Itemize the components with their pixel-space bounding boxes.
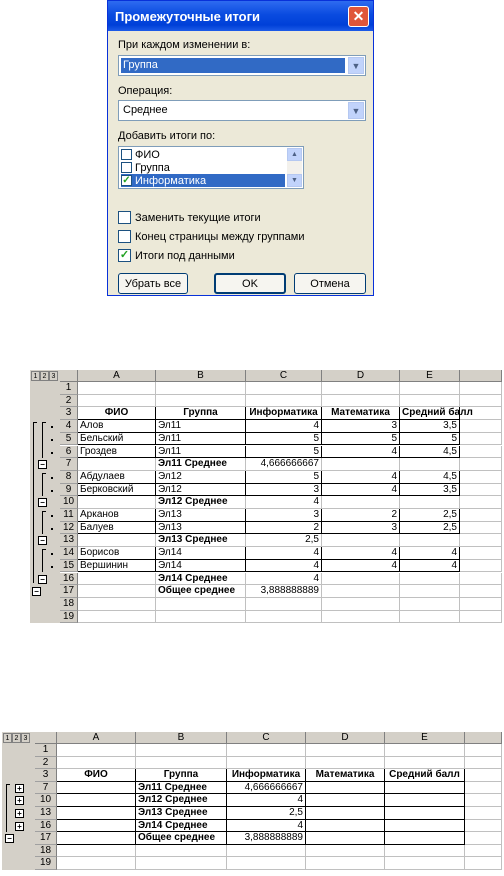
table-cell[interactable]: Информатика — [246, 407, 322, 420]
outline-bracket-line — [6, 784, 7, 832]
table-cell[interactable]: Гроздев — [78, 446, 156, 459]
change-label: При каждом изменении в: — [118, 39, 251, 51]
outline-dot — [51, 553, 53, 555]
table-cell[interactable]: 5 — [246, 471, 322, 484]
table-cell[interactable] — [57, 757, 136, 770]
table-cell[interactable]: ФИО — [78, 407, 156, 420]
chevron-down-icon[interactable]: ▼ — [348, 57, 364, 74]
row-header[interactable]: 10 — [60, 496, 78, 509]
row-header[interactable]: 3 — [60, 407, 78, 420]
column-header-e[interactable]: E — [400, 370, 460, 382]
operation-label: Операция: — [118, 85, 173, 97]
table-cell[interactable] — [322, 496, 400, 509]
table-cell[interactable]: 2,5 — [400, 509, 460, 522]
row-header[interactable]: 5 — [60, 433, 78, 446]
outline-bracket-line — [33, 422, 34, 583]
table-cell[interactable] — [57, 857, 136, 870]
table-cell[interactable] — [322, 598, 400, 611]
spreadsheet-collapsed — [2, 732, 502, 876]
row-header[interactable]: 9 — [60, 484, 78, 497]
table-cell[interactable]: 5 — [322, 433, 400, 446]
collapse-group-button[interactable]: − — [38, 460, 47, 469]
table-cell[interactable]: Средний балл — [385, 769, 465, 782]
table-cell[interactable]: Эл14 — [156, 560, 246, 573]
table-cell[interactable] — [136, 845, 227, 858]
table-cell[interactable]: 4,666666667 — [227, 782, 306, 795]
table-cell[interactable] — [460, 534, 502, 547]
table-cell[interactable] — [465, 744, 502, 757]
expand-group-button[interactable]: + — [15, 809, 24, 818]
table-cell[interactable]: Математика — [306, 769, 385, 782]
table-cell[interactable]: 5 — [400, 433, 460, 446]
table-cell[interactable]: 4 — [246, 573, 322, 586]
table-cell[interactable]: Эл13 — [156, 522, 246, 535]
table-cell[interactable]: 2 — [246, 522, 322, 535]
table-cell[interactable]: Математика — [322, 407, 400, 420]
listbox-scrollbar[interactable] — [287, 148, 302, 187]
table-cell[interactable] — [78, 458, 156, 471]
outline-dot — [51, 439, 53, 441]
table-cell[interactable] — [460, 382, 502, 395]
table-cell[interactable]: 2 — [322, 509, 400, 522]
row-header[interactable]: 14 — [60, 547, 78, 560]
operation-select-value: Среднее — [123, 104, 168, 116]
row-header[interactable]: 17 — [60, 585, 78, 598]
spreadsheet-expanded — [30, 370, 502, 630]
table-cell[interactable] — [306, 782, 385, 795]
select-all-corner[interactable] — [35, 732, 57, 744]
outline-bracket-line — [42, 473, 46, 474]
table-cell[interactable]: 4 — [246, 547, 322, 560]
table-cell[interactable] — [460, 395, 502, 408]
table-cell[interactable] — [400, 496, 460, 509]
outline-bracket-line — [42, 549, 43, 572]
row-header[interactable]: 4 — [60, 420, 78, 433]
outline-bracket-line — [42, 549, 46, 550]
row-header[interactable]: 16 — [35, 820, 57, 833]
table-cell[interactable] — [227, 857, 306, 870]
table-cell[interactable]: 4 — [322, 446, 400, 459]
table-cell[interactable]: 4,666666667 — [246, 458, 322, 471]
table-cell[interactable]: Общее среднее — [156, 585, 246, 598]
table-cell[interactable] — [57, 782, 136, 795]
outline-bracket-line — [6, 784, 10, 785]
table-cell[interactable]: 4 — [227, 794, 306, 807]
row-header[interactable]: 7 — [60, 458, 78, 471]
table-cell[interactable]: ФИО — [57, 769, 136, 782]
table-cell[interactable] — [57, 794, 136, 807]
table-cell[interactable] — [460, 598, 502, 611]
select-all-corner[interactable] — [60, 370, 78, 382]
table-cell[interactable]: 2,5 — [400, 522, 460, 535]
table-cell[interactable]: Бельский — [78, 433, 156, 446]
table-cell[interactable]: 5 — [246, 446, 322, 459]
table-cell[interactable] — [400, 534, 460, 547]
chevron-down-icon[interactable]: ▼ — [348, 102, 364, 119]
collapse-all-button[interactable]: − — [32, 587, 41, 596]
table-cell[interactable]: 4 — [227, 820, 306, 833]
change-select[interactable] — [118, 55, 366, 76]
table-cell[interactable] — [460, 458, 502, 471]
column-header-d[interactable]: D — [322, 370, 400, 382]
table-cell[interactable] — [460, 484, 502, 497]
table-cell[interactable] — [136, 744, 227, 757]
table-cell[interactable] — [400, 382, 460, 395]
table-cell[interactable]: Группа — [156, 407, 246, 420]
table-cell[interactable] — [385, 845, 465, 858]
row-header[interactable]: 11 — [60, 509, 78, 522]
table-cell[interactable] — [400, 395, 460, 408]
checkbox-unchecked-icon[interactable] — [121, 162, 132, 173]
table-cell[interactable] — [306, 820, 385, 833]
table-cell[interactable] — [246, 611, 322, 624]
table-cell[interactable] — [385, 794, 465, 807]
table-cell[interactable] — [78, 395, 156, 408]
replace-totals-option[interactable]: Заменить текущие итоги — [118, 211, 261, 224]
table-cell[interactable]: Берковский — [78, 484, 156, 497]
table-cell[interactable] — [385, 807, 465, 820]
checkbox-unchecked-icon[interactable] — [121, 149, 132, 160]
table-cell[interactable] — [57, 807, 136, 820]
table-cell[interactable]: Общее среднее — [136, 832, 227, 845]
expand-group-button[interactable]: + — [15, 796, 24, 805]
table-cell[interactable]: Эл12 Среднее — [136, 794, 227, 807]
table-cell[interactable] — [400, 598, 460, 611]
table-cell[interactable]: 2,5 — [246, 534, 322, 547]
outline-bracket-line — [42, 422, 43, 458]
table-cell[interactable] — [460, 573, 502, 586]
table-cell[interactable] — [400, 611, 460, 624]
table-cell[interactable] — [306, 807, 385, 820]
row-header[interactable]: 8 — [60, 471, 78, 484]
table-cell[interactable]: 3,888888889 — [246, 585, 322, 598]
table-cell[interactable]: 4,5 — [400, 471, 460, 484]
cancel-button[interactable]: Отмена — [294, 273, 366, 294]
table-cell[interactable] — [465, 782, 502, 795]
table-cell[interactable]: Эл12 Среднее — [156, 496, 246, 509]
column-header-a[interactable]: A — [78, 370, 156, 382]
table-cell[interactable] — [57, 845, 136, 858]
row-header[interactable]: 2 — [60, 395, 78, 408]
table-cell[interactable] — [322, 382, 400, 395]
outline-dot — [51, 477, 53, 479]
column-header-c[interactable]: C — [246, 370, 322, 382]
fields-listbox[interactable] — [118, 146, 304, 189]
table-cell[interactable]: 4 — [400, 560, 460, 573]
table-cell[interactable]: 4 — [322, 471, 400, 484]
ok-button[interactable]: OK — [214, 273, 286, 294]
row-header[interactable]: 10 — [35, 794, 57, 807]
table-cell[interactable] — [322, 534, 400, 547]
table-cell[interactable]: Балуев — [78, 522, 156, 535]
column-header-b[interactable]: B — [136, 732, 227, 744]
table-cell[interactable] — [78, 534, 156, 547]
change-select-value: Группа — [121, 58, 345, 73]
table-cell[interactable]: 4 — [246, 560, 322, 573]
row-header[interactable]: 1 — [60, 382, 78, 395]
table-cell[interactable] — [246, 598, 322, 611]
table-cell[interactable] — [400, 585, 460, 598]
collapse-group-button[interactable]: − — [38, 536, 47, 545]
row-header[interactable]: 3 — [35, 769, 57, 782]
table-cell[interactable] — [385, 832, 465, 845]
table-cell[interactable]: 4 — [246, 496, 322, 509]
table-cell[interactable]: Эл11 Среднее — [156, 458, 246, 471]
table-cell[interactable]: 4 — [322, 560, 400, 573]
table-cell[interactable] — [465, 757, 502, 770]
table-cell[interactable] — [78, 573, 156, 586]
outline-dot — [51, 452, 53, 454]
table-cell[interactable] — [306, 845, 385, 858]
table-cell[interactable] — [385, 744, 465, 757]
table-cell[interactable] — [460, 496, 502, 509]
table-cell[interactable] — [57, 744, 136, 757]
table-cell[interactable]: Информатика — [227, 769, 306, 782]
row-header[interactable]: 19 — [60, 611, 78, 624]
scroll-up-icon[interactable]: ▲ — [287, 148, 302, 161]
column-header-a[interactable]: A — [57, 732, 136, 744]
outline-dot — [51, 528, 53, 530]
outline-bracket-line — [42, 511, 43, 534]
outline-dot — [51, 490, 53, 492]
column-header-f[interactable] — [465, 732, 502, 744]
table-cell[interactable] — [156, 382, 246, 395]
row-header[interactable]: 6 — [60, 446, 78, 459]
table-cell[interactable] — [465, 807, 502, 820]
table-cell[interactable]: 4 — [246, 420, 322, 433]
table-cell[interactable] — [385, 857, 465, 870]
expand-group-button[interactable]: + — [15, 822, 24, 831]
table-cell[interactable]: 4 — [322, 547, 400, 560]
table-cell[interactable]: 4 — [400, 547, 460, 560]
table-cell[interactable]: 3,5 — [400, 484, 460, 497]
table-cell[interactable] — [322, 395, 400, 408]
checkbox-checked-icon[interactable]: ✓ — [122, 175, 131, 186]
table-cell[interactable] — [78, 585, 156, 598]
outline-level-button[interactable]: 3 — [21, 733, 30, 743]
table-cell[interactable] — [460, 522, 502, 535]
table-cell[interactable]: Абдулаев — [78, 471, 156, 484]
column-header-f[interactable] — [460, 370, 502, 382]
expand-group-button[interactable]: + — [15, 784, 24, 793]
table-cell[interactable] — [385, 820, 465, 833]
operation-select[interactable] — [118, 100, 366, 121]
table-cell[interactable]: 3 — [246, 484, 322, 497]
outline-level-button[interactable]: 1 — [31, 371, 40, 381]
outline-level-button[interactable]: 2 — [40, 371, 49, 381]
outline-bracket-line — [42, 422, 46, 423]
table-cell[interactable]: 3,888888889 — [227, 832, 306, 845]
table-cell[interactable] — [460, 547, 502, 560]
table-cell[interactable] — [322, 585, 400, 598]
table-cell[interactable]: Эл14 — [156, 547, 246, 560]
table-cell[interactable] — [227, 757, 306, 770]
table-cell[interactable]: Вершинин — [78, 560, 156, 573]
table-cell[interactable] — [136, 857, 227, 870]
row-header[interactable]: 1 — [35, 744, 57, 757]
table-cell[interactable] — [465, 857, 502, 870]
table-cell[interactable] — [460, 471, 502, 484]
table-cell[interactable] — [136, 757, 227, 770]
table-cell[interactable] — [465, 820, 502, 833]
table-cell[interactable]: Эл11 — [156, 420, 246, 433]
table-cell[interactable]: Эл11 — [156, 433, 246, 446]
outline-dot — [51, 426, 53, 428]
table-cell[interactable] — [227, 845, 306, 858]
table-cell[interactable]: 3 — [322, 522, 400, 535]
table-cell[interactable]: 4,5 — [400, 446, 460, 459]
row-header[interactable]: 17 — [35, 832, 57, 845]
table-cell[interactable] — [156, 395, 246, 408]
table-cell[interactable]: 3 — [246, 509, 322, 522]
table-cell[interactable] — [460, 446, 502, 459]
outline-bracket-line — [42, 473, 43, 496]
table-cell[interactable] — [400, 573, 460, 586]
table-cell[interactable] — [385, 782, 465, 795]
table-cell[interactable]: 3,5 — [400, 420, 460, 433]
row-header[interactable]: 2 — [35, 757, 57, 770]
table-cell[interactable]: Эл12 — [156, 484, 246, 497]
column-header-d[interactable]: D — [306, 732, 385, 744]
table-cell[interactable] — [306, 744, 385, 757]
row-header[interactable]: 18 — [35, 845, 57, 858]
summary-below-option[interactable]: ✓ Итоги под данными — [119, 249, 235, 262]
row-header[interactable]: 13 — [60, 534, 78, 547]
table-cell[interactable] — [306, 857, 385, 870]
table-cell[interactable] — [400, 458, 460, 471]
checkbox-checked-icon[interactable]: ✓ — [119, 249, 130, 261]
table-cell[interactable]: Арканов — [78, 509, 156, 522]
table-cell[interactable]: Борисов — [78, 547, 156, 560]
table-cell[interactable]: Эл13 Среднее — [156, 534, 246, 547]
table-cell[interactable]: Эл13 Среднее — [136, 807, 227, 820]
row-header[interactable]: 13 — [35, 807, 57, 820]
table-cell[interactable]: Эл13 — [156, 509, 246, 522]
row-header[interactable]: 12 — [60, 522, 78, 535]
add-totals-label: Добавить итоги по: — [118, 130, 216, 142]
checkbox-unchecked-icon[interactable] — [118, 211, 131, 224]
collapse-group-button[interactable]: − — [38, 575, 47, 584]
table-cell[interactable] — [460, 433, 502, 446]
table-cell[interactable]: Эл14 Среднее — [156, 573, 246, 586]
column-header-c[interactable]: C — [227, 732, 306, 744]
table-cell[interactable] — [246, 382, 322, 395]
table-cell[interactable] — [460, 509, 502, 522]
row-header[interactable]: 18 — [60, 598, 78, 611]
field-item-fio[interactable]: ФИО — [121, 148, 285, 161]
table-cell[interactable]: Эл14 Среднее — [136, 820, 227, 833]
table-cell[interactable] — [306, 757, 385, 770]
table-cell[interactable] — [57, 820, 136, 833]
row-header[interactable]: 15 — [60, 560, 78, 573]
table-cell[interactable] — [78, 496, 156, 509]
dialog-titlebar[interactable] — [108, 1, 373, 31]
table-cell[interactable] — [460, 560, 502, 573]
row-header[interactable]: 7 — [35, 782, 57, 795]
table-cell[interactable] — [78, 611, 156, 624]
table-cell[interactable]: Группа — [136, 769, 227, 782]
table-cell[interactable] — [78, 382, 156, 395]
table-cell[interactable] — [156, 611, 246, 624]
table-cell[interactable]: 5 — [246, 433, 322, 446]
table-cell[interactable] — [246, 395, 322, 408]
checkbox-unchecked-icon[interactable] — [118, 230, 131, 243]
column-header-e[interactable]: E — [385, 732, 465, 744]
table-cell[interactable] — [156, 598, 246, 611]
table-cell[interactable] — [465, 794, 502, 807]
outline-bracket-line — [42, 511, 46, 512]
table-cell[interactable]: 2,5 — [227, 807, 306, 820]
table-cell[interactable] — [227, 744, 306, 757]
column-header-b[interactable]: B — [156, 370, 246, 382]
outline-dot — [51, 515, 53, 517]
outline-dot — [51, 566, 53, 568]
collapse-group-button[interactable]: − — [38, 498, 47, 507]
table-cell[interactable]: 3 — [322, 420, 400, 433]
table-cell[interactable] — [322, 573, 400, 586]
table-cell[interactable] — [465, 769, 502, 782]
table-cell[interactable]: Эл11 Среднее — [136, 782, 227, 795]
close-icon[interactable]: ✕ — [348, 6, 369, 27]
collapse-all-button[interactable]: − — [5, 834, 14, 843]
table-cell[interactable] — [460, 585, 502, 598]
outline-bracket-line — [33, 422, 37, 423]
table-cell[interactable] — [460, 611, 502, 624]
table-cell[interactable] — [460, 420, 502, 433]
row-header[interactable]: 19 — [35, 857, 57, 870]
table-cell[interactable] — [322, 458, 400, 471]
table-cell[interactable] — [322, 611, 400, 624]
table-cell[interactable] — [306, 794, 385, 807]
table-cell[interactable]: Эл11 — [156, 446, 246, 459]
remove-all-button[interactable]: Убрать все — [118, 273, 188, 294]
table-cell[interactable]: 4 — [322, 484, 400, 497]
table-cell[interactable] — [385, 757, 465, 770]
table-cell[interactable] — [465, 845, 502, 858]
dialog-title: Промежуточные итоги — [115, 8, 261, 24]
table-cell[interactable] — [306, 832, 385, 845]
outline-level-button[interactable]: 2 — [12, 733, 21, 743]
field-item-informatics[interactable]: ✓ Информатика — [121, 174, 285, 187]
table-cell[interactable]: Средний балл — [402, 407, 473, 419]
outline-level-button[interactable]: 3 — [49, 371, 58, 381]
table-cell[interactable] — [465, 832, 502, 845]
row-header[interactable]: 16 — [60, 573, 78, 586]
table-cell[interactable] — [460, 407, 502, 420]
field-item-group[interactable]: Группа — [121, 161, 285, 174]
table-cell[interactable] — [57, 832, 136, 845]
subtotals-dialog — [107, 0, 374, 296]
table-cell[interactable] — [78, 598, 156, 611]
outline-level-button[interactable]: 1 — [3, 733, 12, 743]
table-cell[interactable]: Алов — [78, 420, 156, 433]
scroll-down-icon[interactable]: ▼ — [287, 174, 302, 187]
table-cell[interactable]: Эл12 — [156, 471, 246, 484]
page-break-option[interactable]: Конец страницы между группами — [118, 230, 304, 243]
